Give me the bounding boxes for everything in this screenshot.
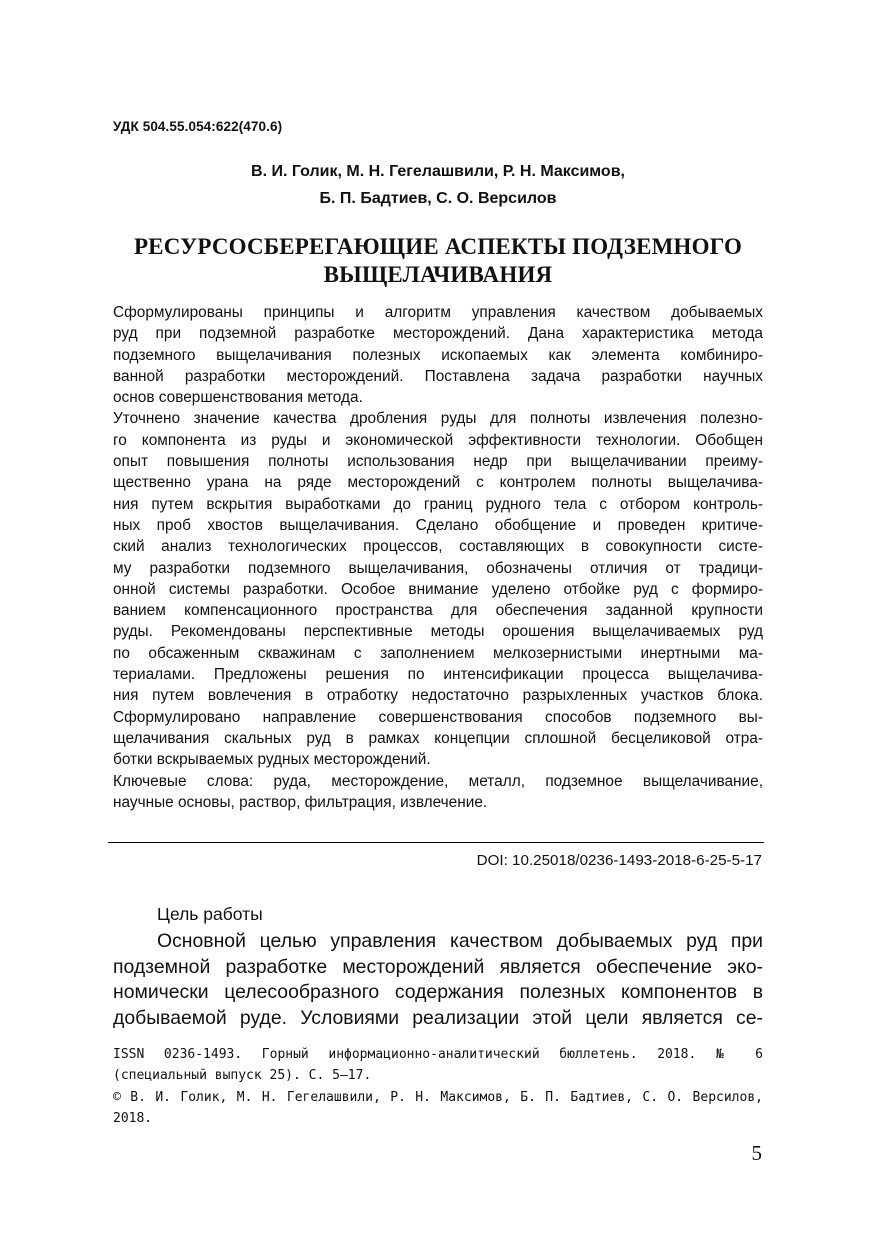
abstract-line: Сформулированы принципы и алгоритм управления качеством добываемых [113,304,763,321]
abstract-line: ния путем вовлечения в отработку недостаточно разрыхленных участков блока. [113,687,763,705]
body-paragraph [113,929,763,1031]
body-line: добываемой руде. Условиями реализации этой цели является се- [113,1006,763,1029]
keywords-line: научные основы, раствор, фильтрация, извлечение. [113,793,488,811]
abstract-line: онной системы разработки. Особое внимание уделено отбойке руд с формиро- [113,580,763,598]
abstract-line: подземного выщелачивания полезных ископаемых как элемента комбиниро- [113,346,763,364]
abstract-line: основ совершенствования метода. [113,389,363,407]
copyright-line: © В. И. Голик, М. Н. Гегелашвили, Р. Н. Максимов, Б. П. Бадтиев, С. О. Версилов, [113,1089,763,1105]
abstract-line: ния путем вскрытия выработками до границ рудного тела с отбором контроль- [113,495,763,513]
abstract-line: опыт повышения полноты использования недр при выщелачивании преиму- [113,453,763,471]
abstract-line: Уточнено значение качества дробления руды для полноты извлечения полезно- [113,410,763,428]
horizontal-divider [108,842,764,843]
abstract-line: руд при подземной разработке месторождений. Дана характеристика метода [113,325,763,343]
abstract-line: щественно урана на ряде месторождений с контролем полноты выщелачива- [113,474,763,492]
abstract-line: ботки вскрываемых рудных месторождений. [113,751,431,769]
abstract-line: ванной разработки месторождений. Поставлена задача разработки научных [113,367,763,385]
issn-line: (специальный выпуск 25). С. 5–17. [113,1068,372,1084]
doi: DOI: 10.25018/0236-1493-2018-6-25-5-17 [476,852,762,869]
abstract-line: ванием компенсационного пространства для обеспечения заданной крупности [113,602,763,620]
body-line: Основной целью управления качеством добываемых руд при [157,930,763,952]
udk-code: УДК 504.55.054:622(470.6) [113,119,283,134]
abstract-line: руды. Рекомендованы перспективные методы орошения выщелачиваемых руд [113,623,763,641]
authors [113,158,763,212]
abstract [113,302,763,813]
page-number: 5 [751,1141,762,1165]
abstract-line: щелачивания скальных руд в рамках концепции сплошной бесцеликовой отра- [113,729,763,747]
body-line: подземной разработке месторождений является обеспечение эко- [113,955,763,978]
publication-footer [113,1044,763,1130]
abstract-line: ский анализ технологических процессов, составляющих в совокупности систе- [113,538,763,556]
abstract-line: ных проб хвостов выщелачивания. Сделано обобщение и проведен критиче- [113,516,763,534]
keywords-line: Ключевые слова: руда, месторождение, металл, подземное выщелачивание, [113,772,763,790]
title-line: РЕСУРСОСБЕРЕГАЮЩИЕ АСПЕКТЫ ПОДЗЕМНОГО [133,234,743,259]
abstract-line: по обсаженным скважинам с заполнением мелкозернистыми инертными ма- [113,644,763,662]
issn-line: ISSN 0236-1493. Горный информационно-аналитический бюллетень. 2018. № 6 [113,1047,763,1062]
abstract-line: териалами. Предложены решения по интенсификации процесса выщелачива- [113,666,763,684]
body-line: номически целесообразного содержания полезных компонентов в [113,981,763,1003]
authors-line: В. И. Голик, М. Н. Гегелашвили, Р. Н. Максимов, [251,163,625,180]
copyright-line: 2018. [113,1111,153,1127]
abstract-line: му разработки подземного выщелачивания, обозначены отличия от традици- [113,559,763,577]
article-title [113,233,763,289]
abstract-line: Сформулировано направление совершенствования способов подземного вы- [113,708,763,726]
title-line: ВЫЩЕЛАЧИВАНИЯ [323,262,553,287]
section-heading: Цель работы [157,904,263,924]
abstract-line: го компонента из руды и экономической эффективности технологии. Обобщен [113,431,763,449]
authors-line: Б. П. Бадтиев, С. О. Версилов [319,190,557,207]
